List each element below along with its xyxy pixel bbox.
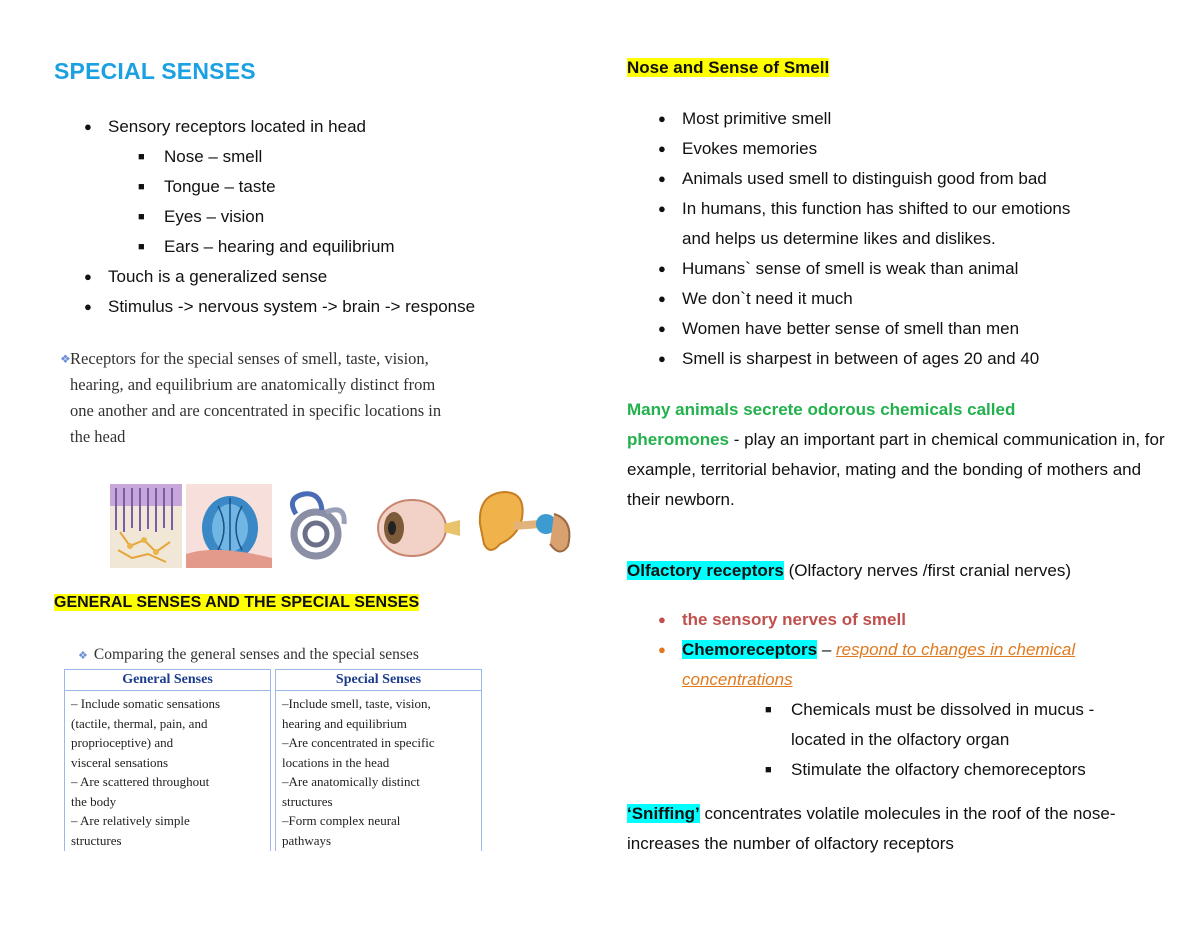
bullet-icon: ● [658,291,666,306]
senses-list [84,112,366,142]
diamond-bullet-icon: ❖ [78,650,88,662]
list-item: ■ Tongue – taste [164,172,395,202]
list-item-continuation: located in the olfactory organ [791,730,1010,749]
list-item-continuation: and helps us determine likes and dislikes. [682,229,996,248]
square-bullet-icon: ■ [138,241,145,253]
list-item: ■ Eyes – vision [164,202,395,232]
inner-ear-cochlea-image [276,484,356,568]
senses-comparison-table [64,669,482,851]
compare-caption: ❖ Comparing the general senses and the special senses [78,646,419,663]
bullet-icon: ● [658,201,666,216]
general-senses-column [64,669,271,851]
list-item: ● the sensory nerves of smell [682,605,1075,635]
table-row: –Are concentrated in specific [282,735,435,750]
list-item: ■ Stimulate the olfactory chemoreceptors [791,755,1094,785]
table-row: – Are relatively simple [71,813,190,828]
square-bullet-icon: ■ [138,181,145,193]
bullet-icon: ● [658,612,666,627]
list-item: ● Touch is a generalized sense [108,262,475,292]
list-item: ■ Chemicals must be dissolved in mucus - [791,695,1094,725]
special-senses-column [275,669,482,851]
bullet-icon: ● [658,351,666,366]
table-row: locations in the head [282,754,390,770]
square-bullet-icon: ■ [765,764,772,776]
bullet-icon: ● [658,171,666,186]
table-row: –Form complex neural [282,813,401,828]
receptors-note: ❖ Receptors for the special senses of smell, taste, vision, hearing, and equilibrium are anatomically distinct from one another and are concentrated in specific locations in the head [70,346,570,450]
list-item: ● Women have better sense of smell than men [682,314,1070,344]
olfactory-receptors-line: Olfactory receptors (Olfactory nerves /first cranial nerves) [627,561,1072,580]
table-row: the body [71,793,117,809]
diamond-bullet-icon: ❖ [60,352,71,366]
list-item: ■ Ears – hearing and equilibrium [164,232,395,262]
list-item: ● Chemoreceptors – respond to changes in chemical [682,635,1075,665]
taste-bud-image [186,484,272,568]
eyeball-image [368,484,462,568]
list-item: ● Evokes memories [682,134,1070,164]
list-item: ● Sensory receptors located in head [108,112,366,142]
square-bullet-icon: ■ [138,151,145,163]
list-item: ● In humans, this function has shifted to our emotions [682,194,1070,224]
nose-smell-heading: Nose and Sense of Smell [627,58,830,77]
bullet-icon: ● [658,111,666,126]
olfactory-epithelium-image [110,484,182,568]
table-row: structures [282,793,333,809]
outer-ear-image [470,484,576,568]
bullet-icon: ● [658,321,666,336]
table-row: – Include somatic sensations [71,696,221,711]
bullet-icon: ● [658,261,666,276]
general-senses-header: General Senses [65,670,270,691]
olfactory-list [658,605,1076,695]
sense-organ-images [110,484,576,574]
bullet-icon: ● [658,141,666,156]
list-item: ● Humans` sense of smell is weak than animal [682,254,1070,284]
table-row: structures [71,832,122,848]
special-senses-header: Special Senses [276,670,481,691]
list-item: ● Smell is sharpest in between of ages 20 and 40 [682,344,1070,374]
table-row: hearing and equilibrium [282,715,407,731]
table-row: proprioceptive) and [71,735,174,750]
general-senses-heading: GENERAL SENSES AND THE SPECIAL SENSES [54,594,420,611]
square-bullet-icon: ■ [138,211,145,223]
table-row: pathways [282,832,332,848]
senses-list-continued [84,262,476,322]
sniffing-paragraph: ‘Sniffing’ concentrates volatile molecules in the roof of the nose- increases the number of olfactory receptors [627,804,1116,853]
pheromones-paragraph: Many animals secrete odorous chemicals called pheromones - play an important part in chemical communication in, for example, territorial behavior, mating and the bonding of mothers and their newborn. [627,400,1165,509]
smell-facts-list [658,104,1071,374]
special-senses-title: SPECIAL SENSES [54,58,256,84]
list-item-continuation: concentrations [682,670,793,689]
bullet-icon: ● [84,299,92,314]
table-row: –Include smell, taste, vision, [282,696,431,711]
list-item: ● Animals used smell to distinguish good from bad [682,164,1070,194]
list-item: ● Stimulus -> nervous system -> brain -> response [108,292,475,322]
list-item: ● We don`t need it much [682,284,1070,314]
sense-organ-sublist [138,142,395,262]
bullet-icon: ● [84,119,92,134]
table-row: visceral sensations [71,754,169,770]
table-row: (tactile, thermal, pain, and [71,715,208,731]
square-bullet-icon: ■ [765,704,772,716]
table-row: –Are anatomically distinct [282,774,420,789]
bullet-icon: ● [658,642,666,657]
list-item: ● Most primitive smell [682,104,1070,134]
table-row: – Are scattered throughout [71,774,210,789]
list-item: ■ Nose – smell [164,142,395,172]
bullet-icon: ● [84,269,92,284]
chemoreceptor-sublist [765,695,1095,785]
